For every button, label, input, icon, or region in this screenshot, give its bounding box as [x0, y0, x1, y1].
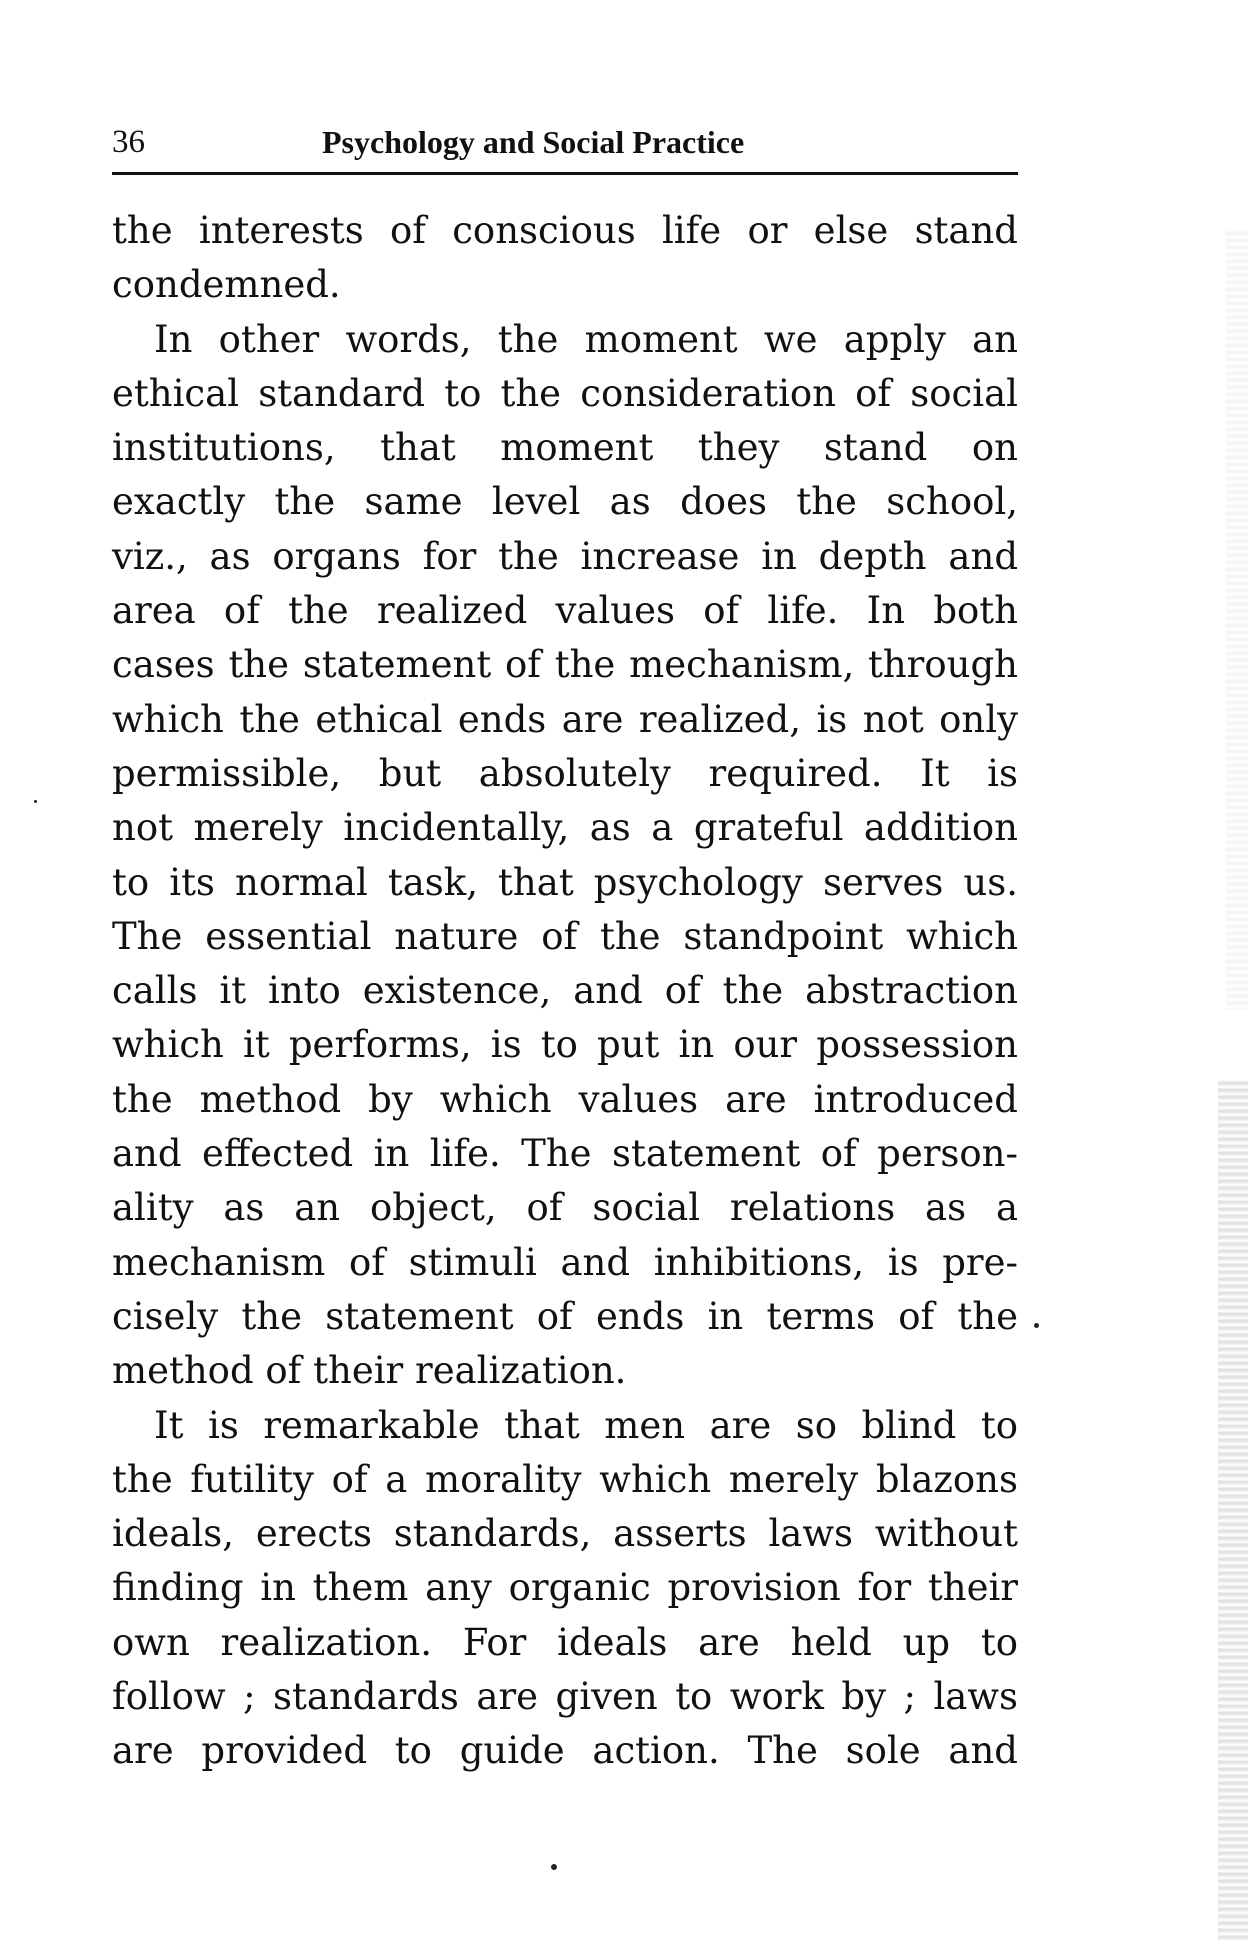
- text-line: own realization. For ideals are held up to: [112, 1620, 1018, 1664]
- text-line: area of the realized values of life. In both: [112, 589, 1018, 633]
- text-line: ethical standard to the consideration of social: [112, 371, 1018, 415]
- text-line: institutions, that moment they stand on: [112, 426, 1018, 470]
- text-line: to its normal task, that psychology serves us.: [112, 860, 1018, 904]
- text-line: the method by which values are introduced: [112, 1077, 1018, 1121]
- text-line: ideals, erects standards, asserts laws without: [112, 1512, 1018, 1556]
- page-number: 36: [112, 124, 145, 160]
- text-line: exactly the same level as does the school,: [112, 480, 1018, 524]
- text-line: In other words, the moment we apply an: [154, 317, 1018, 361]
- text-line: mechanism of stimuli and inhibitions, is pre-: [112, 1240, 1018, 1284]
- text-line: not merely incidentally, as a grateful addition: [112, 806, 1018, 850]
- running-title: Psychology and Social Practice: [322, 124, 745, 160]
- text-line: The essential nature of the standpoint which: [112, 914, 1018, 958]
- text-line: ality as an object, of social relations as a: [112, 1186, 1018, 1230]
- scan-speck: [551, 1864, 557, 1870]
- page-header: [112, 122, 1018, 175]
- text-line: the interests of conscious life or else stand: [112, 209, 1018, 252]
- text-line: are provided to guide action. The sole and: [112, 1729, 1018, 1773]
- text-line: and effected in life. The statement of person-: [112, 1132, 1018, 1176]
- text-line: calls it into existence, and of the abstraction: [112, 969, 1018, 1013]
- scan-speck: [1034, 1323, 1039, 1328]
- text-line: permissible, but absolutely required. It is: [112, 751, 1018, 795]
- text-line: follow ; standards are given to work by ; laws: [112, 1675, 1018, 1719]
- text-line: cases the statement of the mechanism, through: [112, 643, 1018, 687]
- text-line: cisely the statement of ends in terms of the: [112, 1294, 1018, 1338]
- text-line: which the ethical ends are realized, is not only: [112, 697, 1018, 741]
- text-line: which it performs, is to put in our possession: [112, 1023, 1018, 1067]
- text-line: It is remarkable that men are so blind to: [154, 1403, 1018, 1447]
- text-line: viz., as organs for the increase in depth and: [112, 534, 1018, 578]
- text-line: condemned.: [112, 263, 341, 307]
- page-edge-shadow: [1218, 1080, 1248, 1940]
- page-edge-shadow: [1226, 230, 1248, 1010]
- text-line: method of their realization.: [112, 1349, 627, 1393]
- text-line: the futility of a morality which merely blazons: [112, 1457, 1018, 1501]
- text-line: finding in them any organic provision for their: [112, 1566, 1018, 1610]
- body-text: [112, 204, 1018, 1779]
- scan-speck: [34, 800, 37, 803]
